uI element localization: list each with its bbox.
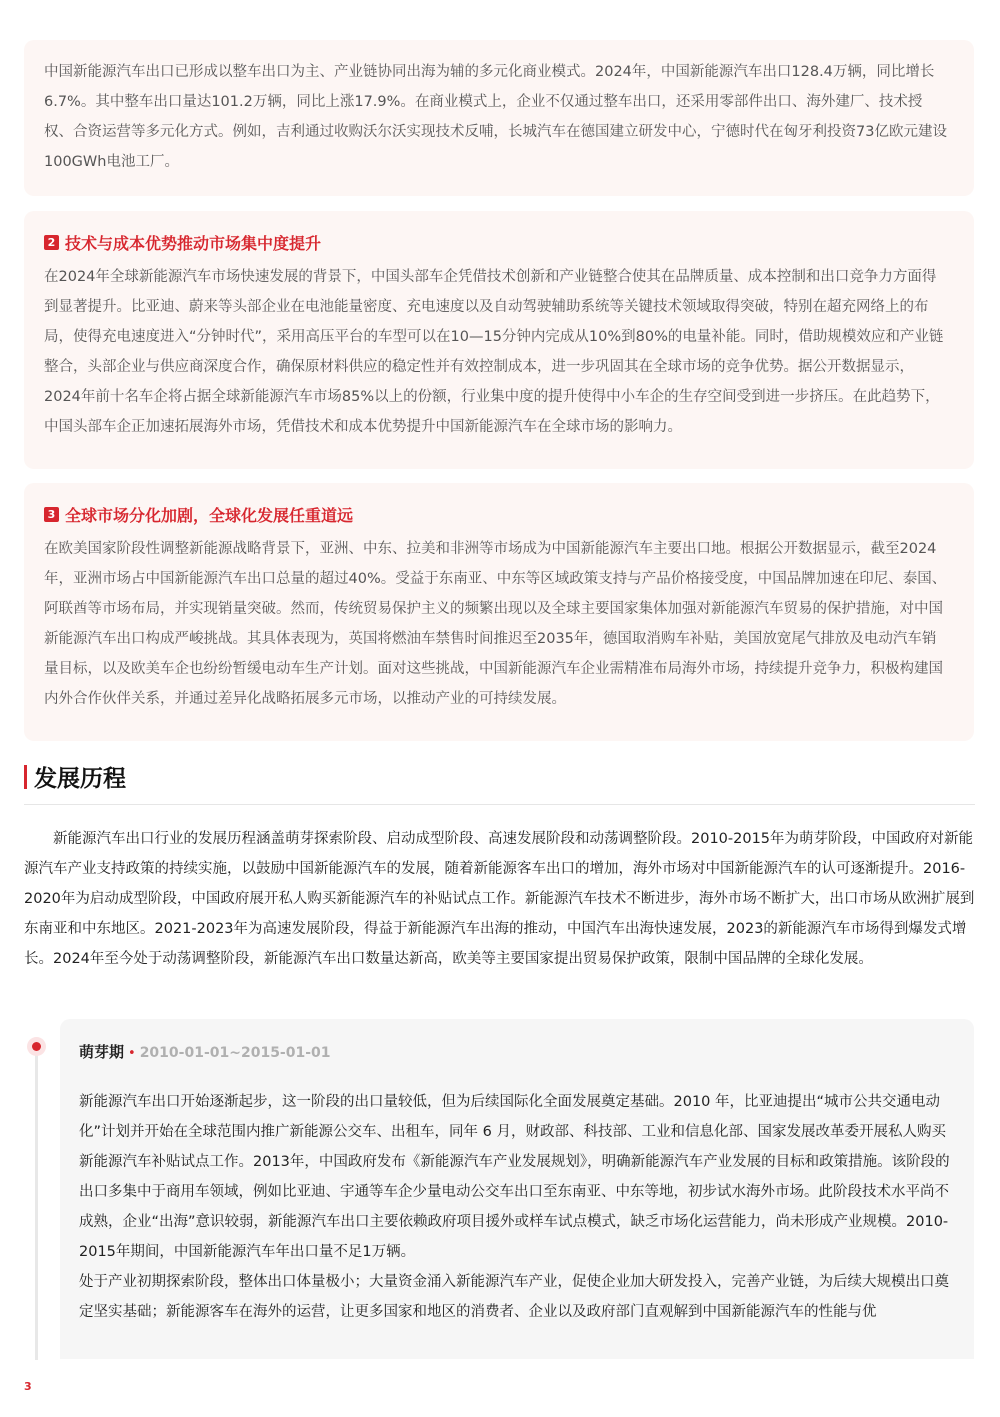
card-title: 全球市场分化加剧，全球化发展任重道远: [65, 506, 354, 525]
timeline-dot-icon: [27, 1037, 46, 1056]
phase-paragraph: 新能源汽车出口开始逐渐起步，这一阶段的出口量较低，但为后续国际化全面发展奠定基础。2010 年，比亚迪提出“城市公共交通电动化”计划并开始在全球范围内推广新能源公交车、出租车，同年 6 月，财政部、科技部、工业和信息化部、国家发展改革委开展私人购买新能源汽车补贴试点工作。2013年，中国政府发布《新能源汽车产业发展规划》，明确新能源汽车产业发展的目标和政策措施。该阶段的出口多集中于商用车领域，例如比亚迪、宇通等车企少量电动公交车出口至东南亚、中东等地，初步试水海外市场。此阶段技术水平尚不成熟，企业“出海”意识较弱，新能源汽车出口主要依赖政府项目援外或样车试点模式，缺乏市场化运营能力，尚未形成产业规模。2010-2015年期间，中国新能源汽车年出口量不足1万辆。: [79, 1094, 950, 1260]
phase-name: 萌芽期: [79, 1043, 125, 1061]
card-body-text: 在2024年全球新能源汽车市场快速发展的背景下，中国头部车企凭借技术创新和产业链整合使其在品牌质量、成本控制和出口竞争力方面得到显著提升。比亚迪、蔚来等头部企业在电池能量密度、充电速度以及自动驾驶辅助系统等关键技术领域取得突破，特别在超充网络上的布局，使得充电速度进入“分钟时代”，采用高压平台的车型可以在10—15分钟内完成从10%到80%的电量补能。同时，借助规模效应和产业链整合，头部企业与供应商深度合作，确保原材料供应的稳定性并有效控制成本，进一步巩固其在全球市场的竞争优势。据公开数据显示，2024年前十名车企将占据全球新能源汽车市场85%以上的份额，行业集中度的提升使得中小车企的生存空间受到进一步挤压。在此趋势下，中国头部车企正加速拓展海外市场，凭借技术和成本优势提升中国新能源汽车在全球市场的影响力。: [44, 269, 944, 435]
phase-paragraph: 处于产业初期探索阶段，整体出口体量极小；大量资金涌入新能源汽车产业，促使企业加大研发投入，完善产业链，为后续大规模出口奠定坚实基础；新能源客车在海外的运营，让更多国家和地区的消费者、企业以及政府部门直观解到中国新能源汽车的性能与优: [79, 1274, 949, 1320]
section-title: 发展历程: [34, 766, 126, 792]
section-accent-bar: [24, 765, 27, 789]
number-badge: 3: [44, 507, 59, 522]
phase-date-range: 2010-01-01~2015-01-01: [139, 1045, 331, 1061]
tech-cost-advantage-card: [24, 211, 974, 469]
section-intro-paragraph: 新能源汽车出口行业的发展历程涵盖萌芽探索阶段、启动成型阶段、高速发展阶段和动荡调整阶段。2010-2015年为萌芽阶段，中国政府对新能源汽车产业支持政策的持续实施，以鼓励中国新能源汽车的发展，随着新能源客车出口的增加，海外市场对中国新能源汽车的认可逐渐提升。2016-2020年为启动成型阶段，中国政府展开私人购买新能源汽车的补贴试点工作。新能源汽车技术不断进步，海外市场不断扩大，出口市场从欧洲扩展到东南亚和中东地区。2021-2023年为高速发展阶段，得益于新能源汽车出海的推动，中国汽车出海快速发展，2023的新能源汽车市场得到爆发式增长。2024年至今处于动荡调整阶段，新能源汽车出口数量达新高，欧美等主要国家提出贸易保护政策，限制中国品牌的全球化发展。: [24, 831, 975, 967]
business-model-card: [24, 40, 974, 196]
card-body-text: 中国新能源汽车出口已形成以整车出口为主、产业链协同出海为辅的多元化商业模式。2024年，中国新能源汽车出口128.4万辆，同比增长6.7%。其中整车出口量达101.2万辆，同比上涨17.9%。在商业模式上，企业不仅通过整车出口，还采用零部件出口、海外建厂、技术授权、合资运营等多元化方式。例如，吉利通过收购沃尔沃实现技术反哺，长城汽车在德国建立研发中心，宁德时代在匈牙利投资73亿欧元建设100GWh电池工厂。: [44, 64, 947, 170]
phase-separator: •: [128, 1046, 136, 1061]
section-heading: [24, 760, 975, 805]
card-title: 技术与成本优势推动市场集中度提升: [65, 234, 322, 253]
card-header: [24, 211, 974, 262]
timeline-dot-inner: [32, 1042, 41, 1051]
card-body-text: 在欧美国家阶段性调整新能源战略背景下，亚洲、中东、拉美和非洲等市场成为中国新能源汽车主要出口地。根据公开数据显示，截至2024年，亚洲市场占中国新能源汽车出口总量的超过40%。受益于东南亚、中东等区域政策支持与产品价格接受度，中国品牌加速在印尼、泰国、阿联酋等市场布局，并实现销量突破。然而，传统贸易保护主义的频繁出现以及全球主要国家集体加强对新能源汽车贸易的保护措施，对中国新能源汽车出口构成严峻挑战。其具体表现为，英国将燃油车禁售时间推迟至2035年，德国取消购车补贴，美国放宽尾气排放及电动汽车销量目标，以及欧美车企也纷纷暂缓电动车生产计划。面对这些挑战，中国新能源汽车企业需精准布局海外市场，持续提升竞争力，积极构建国内外合作伙伴关系，并通过差异化战略拓展多元市场，以推动产业的可持续发展。: [44, 541, 947, 707]
phase-header: [79, 1041, 954, 1063]
phase-card-germination: [60, 1019, 974, 1359]
card-header: [24, 483, 974, 534]
page-number: 3: [24, 1380, 32, 1393]
global-market-card: [24, 483, 974, 741]
number-badge: 2: [44, 235, 59, 250]
timeline-line: [35, 1045, 38, 1360]
